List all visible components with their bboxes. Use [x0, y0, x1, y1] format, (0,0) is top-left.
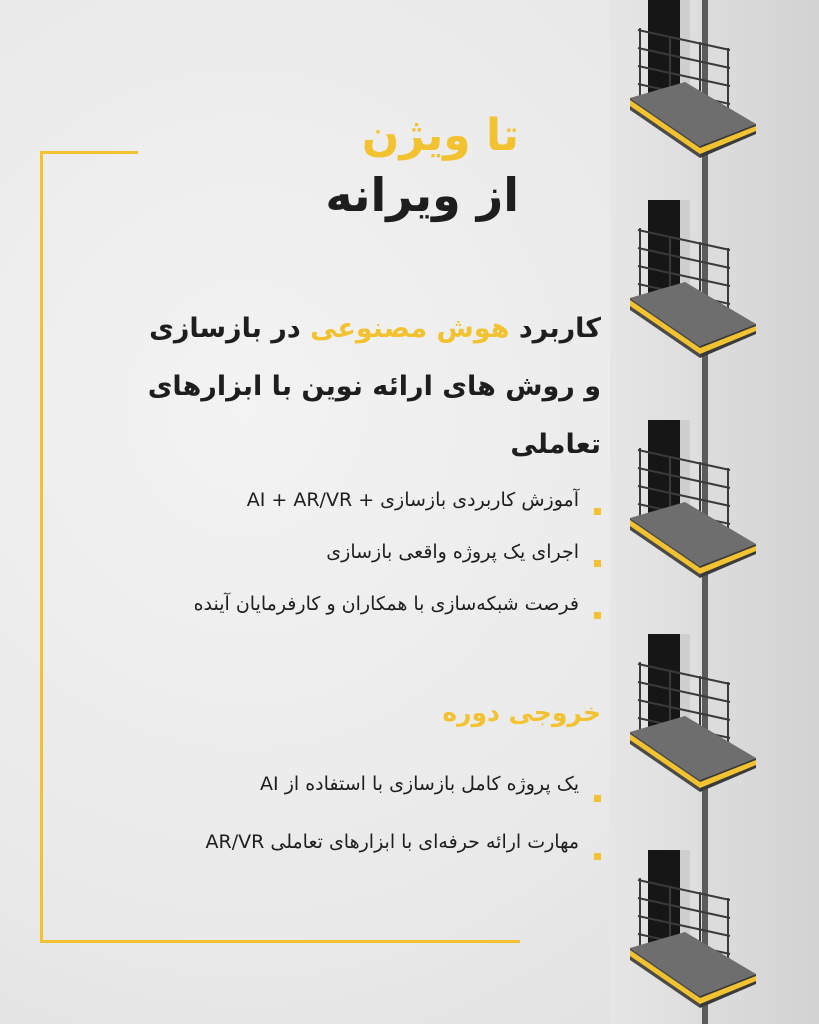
bullet-square-icon: [594, 612, 601, 619]
output-text: مهارت ارائه حرفه‌ای با ابزارهای تعاملی AR/VR: [205, 831, 579, 853]
list-item: [41, 486, 601, 538]
intro-text: [61, 300, 601, 474]
bullet-square-icon: [594, 560, 601, 567]
intro-highlight: هوش مصنوعی: [310, 313, 510, 344]
features-list: [41, 486, 601, 642]
feature-text: فرصت شبکه‌سازی با همکاران و کارفرمایان آینده: [193, 593, 579, 615]
list-item: [41, 538, 601, 590]
title-line-2: از ویرانه: [325, 168, 519, 222]
bullet-square-icon: [594, 853, 601, 860]
building-illustration: [610, 0, 819, 1024]
output-heading: خروجی دوره: [442, 698, 601, 727]
list-item: [41, 770, 601, 828]
bullet-square-icon: [594, 795, 601, 802]
feature-text: آموزش کاربردی بازسازی + AI + AR/VR: [246, 489, 579, 511]
title-line-1: تا ویژن: [361, 110, 519, 161]
building-balconies-image: [610, 0, 819, 1024]
output-list: [41, 770, 601, 886]
intro-part-1: کاربرد: [509, 313, 601, 344]
intro-line-2: و روش های ارائه نوین با ابزارهای تعاملی: [147, 371, 601, 460]
intro-part-2: در بازسازی: [149, 313, 311, 344]
frame-top-line: [40, 151, 138, 154]
list-item: [41, 828, 601, 886]
feature-text: اجرای یک پروژه واقعی بازسازی: [326, 541, 579, 563]
output-text: یک پروژه کامل بازسازی با استفاده از AI: [260, 773, 579, 795]
intro-line-1: [61, 300, 601, 358]
frame-bottom-line: [40, 940, 520, 943]
bullet-square-icon: [594, 508, 601, 515]
list-item: [41, 590, 601, 642]
